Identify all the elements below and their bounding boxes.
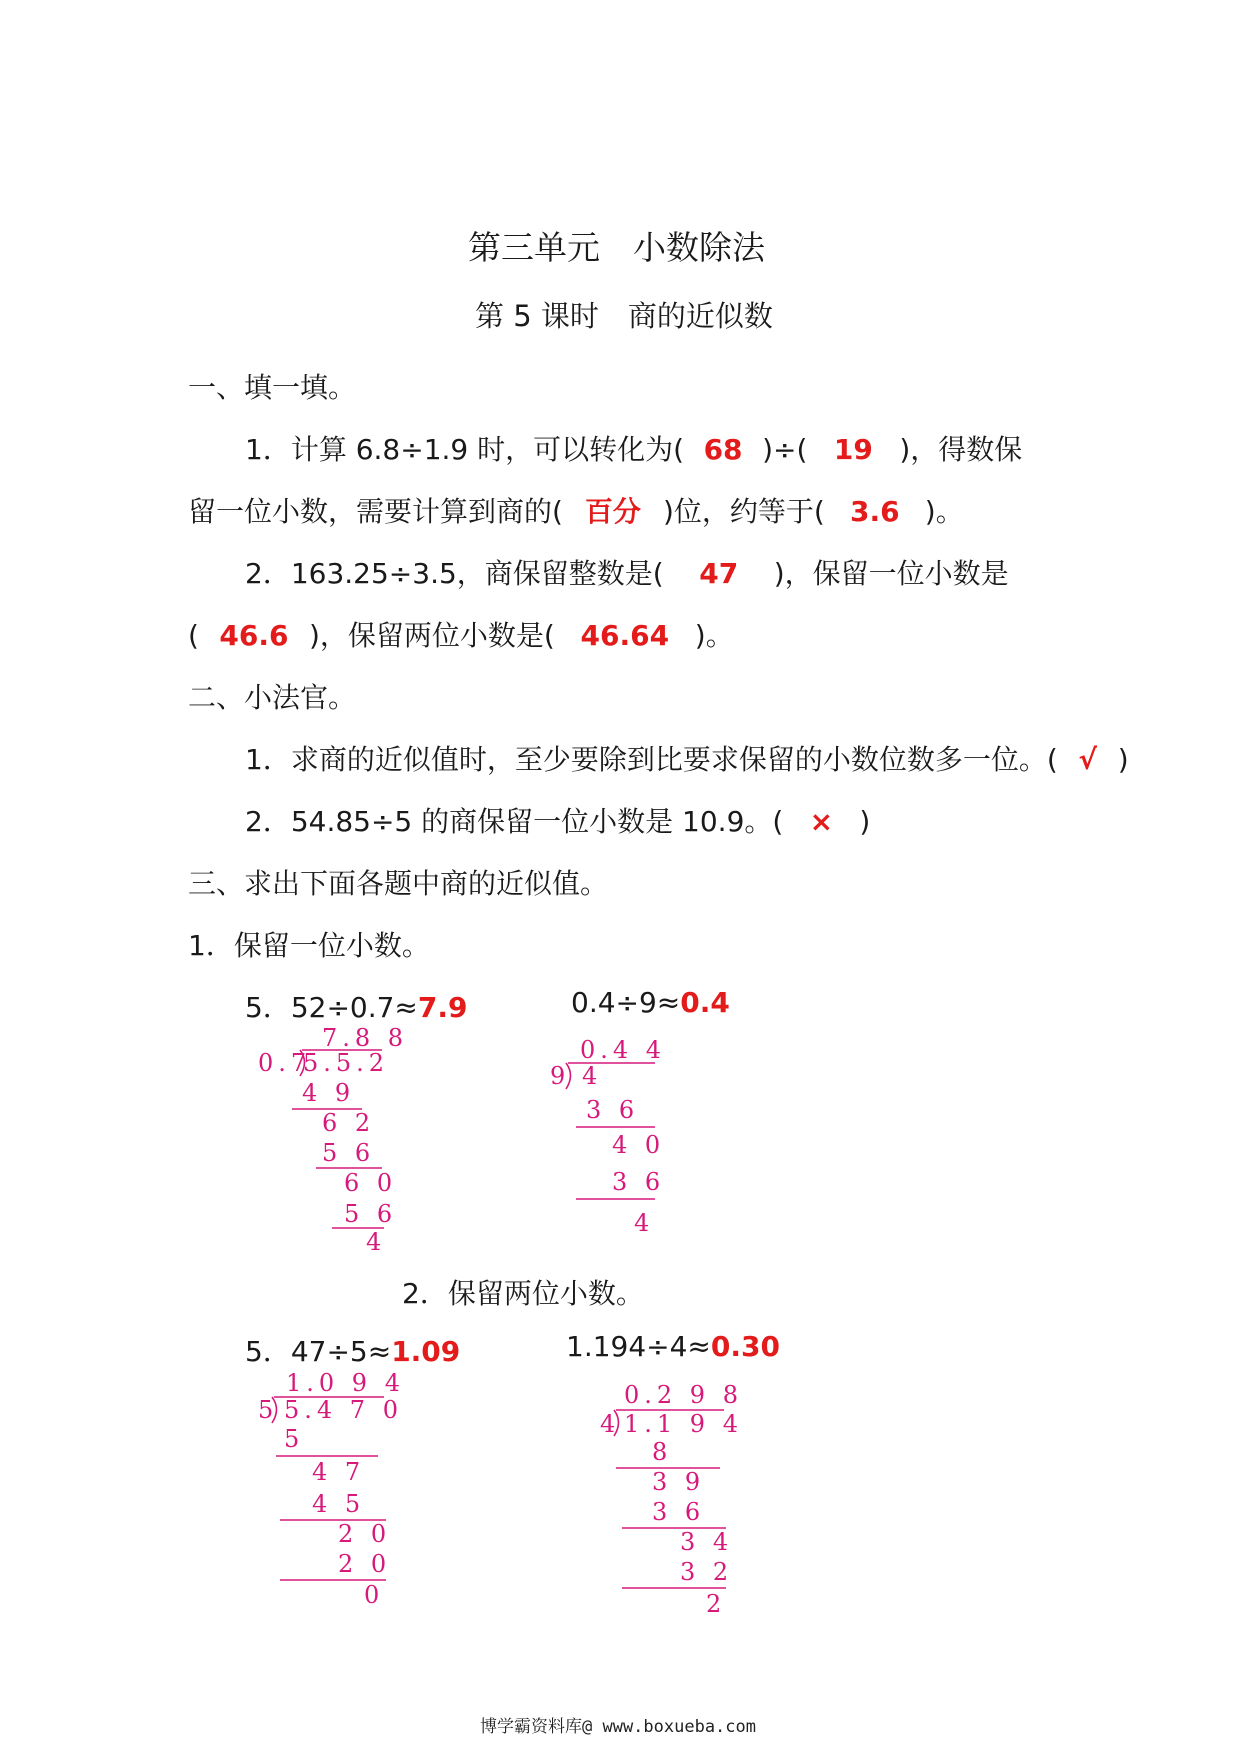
- s3-part1-label: 1．保留一位小数。: [188, 929, 430, 962]
- s1-q1-text-a: 1．计算 6.8÷1.9 时，可以转化为(: [245, 433, 685, 466]
- s1-q1-text-c: )，得数保: [899, 433, 1023, 466]
- div1-step-2: 6 2: [322, 1109, 376, 1137]
- section-2-heading: 二、小法官。: [188, 681, 357, 714]
- footer-watermark: 博学霸资料库@ www.boxueba.com: [480, 1717, 756, 1737]
- s1-q2-text-d: )，保留两位小数是(: [308, 619, 555, 652]
- div1-divisor: 0.7: [258, 1049, 312, 1077]
- div3-step-5: 2 0: [338, 1550, 392, 1578]
- division-5.47-by-5: [258, 1369, 405, 1609]
- s1-q1-answer-1: 68: [703, 433, 743, 466]
- division-0.4-by-9: [550, 1036, 666, 1237]
- s3-p1-e1-expr: 5．52÷0.7≈: [245, 991, 418, 1024]
- div1-step-4: 6 0: [344, 1169, 398, 1197]
- s1-q2-text-c: (: [188, 619, 199, 652]
- s1-q2-text-a: 2．163.25÷3.5，商保留整数是(: [245, 557, 664, 590]
- div1-step-3: 5 6: [322, 1139, 376, 1167]
- section-1-heading: 一、填一填。: [188, 371, 357, 404]
- division-1.194-by-4: [600, 1381, 743, 1618]
- s1-q1-answer-2: 19: [833, 433, 873, 466]
- s2-q2-close: ): [859, 805, 871, 838]
- s1-q2-answer-2: 46.6: [219, 619, 289, 652]
- div2-dividend: 4: [582, 1062, 603, 1090]
- s1-q1-answer-4: 3.6: [849, 495, 900, 528]
- s3-part2-label: 2．保留两位小数。: [402, 1277, 644, 1310]
- div1-dividend: 5.5.2: [303, 1049, 390, 1077]
- s1-q2-answer-1: 47: [699, 557, 739, 590]
- s3-p1-e2-answer: 0.4: [680, 986, 730, 1019]
- s2-q2-text: 2．54.85÷5 的商保留一位小数是 10.9。(: [245, 805, 784, 838]
- div3-step-1: 5: [284, 1425, 305, 1453]
- s3-p2-e1-expr: 5．47÷5≈: [245, 1335, 392, 1368]
- div3-step-6: 0: [364, 1581, 385, 1609]
- div3-step-2: 4 7: [312, 1458, 366, 1486]
- div2-step-4: 4: [634, 1209, 655, 1237]
- div2-divisor: 9: [550, 1062, 571, 1090]
- div3-dividend: 5.4 7 0: [284, 1396, 403, 1424]
- s3-p1-e1-answer: 7.9: [417, 991, 468, 1024]
- s2-q1-text: 1．求商的近似值时，至少要除到比要求保留的小数位数多一位。(: [245, 743, 1058, 776]
- s1-q2-text-e: )。: [694, 619, 734, 652]
- s1-q1-text-f: )。: [924, 495, 964, 528]
- section-3-heading: 三、求出下面各题中商的近似值。: [188, 867, 609, 900]
- s1-q2-answer-3: 46.64: [580, 619, 670, 652]
- div3-divisor: 5: [258, 1396, 279, 1424]
- div4-divisor: 4: [600, 1410, 621, 1438]
- s1-q2-text-b: )，保留一位小数是: [773, 557, 1009, 590]
- div1-step-6: 4: [366, 1228, 387, 1256]
- div4-step-5: 3 2: [680, 1558, 734, 1586]
- div2-step-2: 4 0: [612, 1131, 666, 1159]
- s3-p2-e2-expr: 1.194÷4≈: [566, 1330, 711, 1363]
- s3-p2-e2-answer: 0.30: [710, 1330, 780, 1363]
- s1-q1-text-e: )位，约等于(: [662, 495, 825, 528]
- division-5.52-by-0.7: [258, 1024, 408, 1256]
- div4-step-4: 3 4: [680, 1528, 734, 1556]
- div4-step-6: 2: [706, 1590, 727, 1618]
- div1-step-5: 5 6: [344, 1200, 398, 1228]
- s2-q1-close: ): [1117, 743, 1129, 776]
- div2-quotient: 0.4 4: [580, 1036, 667, 1064]
- div1-step-1: 4 9: [302, 1079, 356, 1107]
- s3-p2-e1-answer: 1.09: [391, 1335, 461, 1368]
- div3-step-3: 4 5: [312, 1490, 366, 1518]
- div2-step-1: 3 6: [586, 1096, 640, 1124]
- div4-step-2: 3 9: [652, 1468, 706, 1496]
- div1-quotient: 7.8 8: [322, 1024, 409, 1052]
- div4-dividend: 1.1 9 4: [624, 1410, 743, 1438]
- s3-p1-e2-expr: 0.4÷9≈: [571, 986, 681, 1019]
- page-title: 第三单元 小数除法: [468, 228, 765, 267]
- s1-q1-text-d: 留一位小数，需要计算到商的(: [188, 495, 563, 528]
- div4-quotient: 0.2 9 8: [624, 1381, 743, 1409]
- div4-step-1: 8: [652, 1438, 673, 1466]
- div3-step-4: 2 0: [338, 1520, 392, 1548]
- page-subtitle: 第 5 课时 商的近似数: [475, 299, 773, 333]
- s2-q2-answer: ×: [809, 805, 834, 838]
- s2-q1-answer: √: [1078, 743, 1098, 776]
- div3-quotient: 1.0 9 4: [286, 1369, 405, 1397]
- s1-q1-answer-3: 百分: [584, 495, 641, 528]
- s1-q1-text-b: )÷(: [762, 433, 808, 466]
- div2-step-3: 3 6: [612, 1168, 666, 1196]
- div4-step-3: 3 6: [652, 1498, 706, 1526]
